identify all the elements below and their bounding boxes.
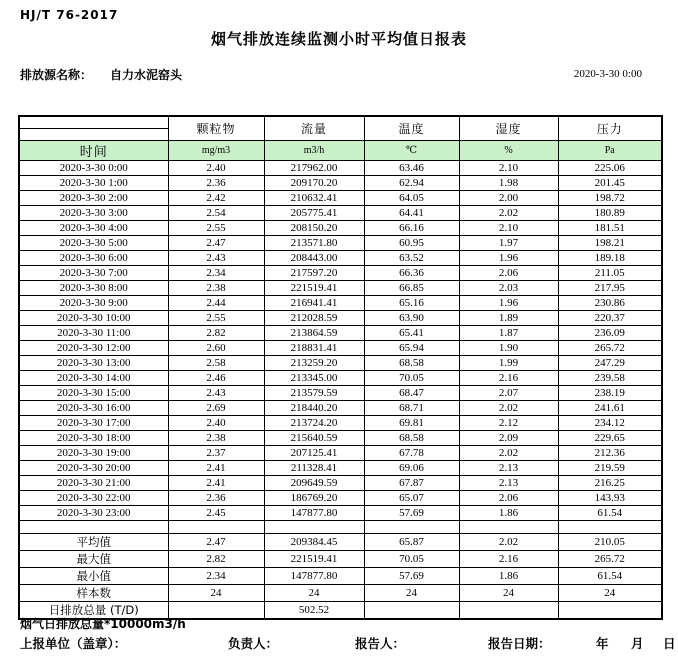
spacer-cell: [19, 521, 168, 534]
value-cell: 62.94: [364, 176, 459, 191]
value-cell: 1.89: [459, 311, 558, 326]
value-cell: 208443.00: [264, 251, 364, 266]
value-cell: [168, 521, 264, 534]
value-cell: 208150.20: [264, 221, 364, 236]
value-cell: 217962.00: [264, 161, 364, 176]
time-cell: 2020-3-30 0:00: [19, 161, 168, 176]
signature-line: [0, 634, 678, 650]
value-cell: 2.34: [168, 266, 264, 281]
value-cell: 2.55: [168, 311, 264, 326]
value-cell: 247.29: [558, 356, 662, 371]
report-table: [18, 115, 663, 620]
value-cell: 2.37: [168, 446, 264, 461]
value-cell: 213579.59: [264, 386, 364, 401]
column-header-flow: 流量: [264, 116, 364, 141]
year-label: 年: [596, 636, 609, 651]
value-cell: 2.60: [168, 341, 264, 356]
value-cell: 2.06: [459, 266, 558, 281]
value-cell: 65.16: [364, 296, 459, 311]
value-cell: 66.16: [364, 221, 459, 236]
value-cell: 57.69: [364, 568, 459, 585]
value-cell: 210.05: [558, 534, 662, 551]
value-cell: 212028.59: [264, 311, 364, 326]
value-cell: 1.86: [459, 568, 558, 585]
report-date-label: 报告日期：: [488, 636, 551, 651]
time-cell: 2020-3-30 19:00: [19, 446, 168, 461]
value-cell: 143.93: [558, 491, 662, 506]
value-cell: 2.45: [168, 506, 264, 521]
time-cell: 2020-3-30 8:00: [19, 281, 168, 296]
table-row: [19, 446, 662, 461]
value-cell: 229.65: [558, 431, 662, 446]
value-cell: 201.45: [558, 176, 662, 191]
value-cell: 2.41: [168, 476, 264, 491]
value-cell: 2.47: [168, 236, 264, 251]
value-cell: 2.02: [459, 401, 558, 416]
time-cell: 2020-3-30 13:00: [19, 356, 168, 371]
value-cell: 2.07: [459, 386, 558, 401]
value-cell: 2.13: [459, 476, 558, 491]
value-cell: 2.00: [459, 191, 558, 206]
table-row: [19, 326, 662, 341]
summary-row: [19, 551, 662, 568]
value-cell: 2.82: [168, 326, 264, 341]
day-label: 日: [663, 636, 676, 651]
value-cell: 225.06: [558, 161, 662, 176]
value-cell: 210632.41: [264, 191, 364, 206]
value-cell: 1.86: [459, 506, 558, 521]
responsible-person-label: 负责人：: [228, 636, 279, 651]
value-cell: 60.95: [364, 236, 459, 251]
table-row: [19, 176, 662, 191]
value-cell: 2.40: [168, 161, 264, 176]
value-cell: 213571.80: [264, 236, 364, 251]
unit-particulate: mg/m3: [168, 141, 264, 161]
time-cell: 2020-3-30 17:00: [19, 416, 168, 431]
value-cell: 65.07: [364, 491, 459, 506]
value-cell: 1.97: [459, 236, 558, 251]
value-cell: 2.02: [459, 446, 558, 461]
table-row: [19, 341, 662, 356]
value-cell: 502.52: [264, 602, 364, 620]
table-row: [19, 161, 662, 176]
reporting-unit-label: 上报单位（盖章）：: [20, 636, 127, 651]
value-cell: 2.47: [168, 534, 264, 551]
value-cell: 61.54: [558, 568, 662, 585]
table-row: [19, 416, 662, 431]
time-cell: 2020-3-30 6:00: [19, 251, 168, 266]
value-cell: 67.78: [364, 446, 459, 461]
month-label: 月: [631, 636, 644, 651]
value-cell: [558, 602, 662, 620]
value-cell: 212.36: [558, 446, 662, 461]
value-cell: 68.58: [364, 356, 459, 371]
value-cell: [264, 521, 364, 534]
page-title: 烟气排放连续监测小时平均值日报表: [210, 30, 467, 48]
value-cell: 209170.20: [264, 176, 364, 191]
value-cell: 2.34: [168, 568, 264, 585]
value-cell: 66.85: [364, 281, 459, 296]
value-cell: 1.96: [459, 251, 558, 266]
corner-cell-top: [19, 116, 168, 129]
value-cell: 186769.20: [264, 491, 364, 506]
value-cell: 213259.20: [264, 356, 364, 371]
value-cell: 205775.41: [264, 206, 364, 221]
table-row: [19, 461, 662, 476]
value-cell: 24: [264, 585, 364, 602]
units-row: [19, 141, 662, 161]
value-cell: 2.38: [168, 431, 264, 446]
value-cell: 64.41: [364, 206, 459, 221]
standard-number: HJ/T 76-2017: [20, 8, 119, 22]
column-header-temperature: 温度: [364, 116, 459, 141]
value-cell: 69.81: [364, 416, 459, 431]
time-cell: 2020-3-30 4:00: [19, 221, 168, 236]
time-cell: 2020-3-30 15:00: [19, 386, 168, 401]
time-cell: 2020-3-30 2:00: [19, 191, 168, 206]
reporter-label: 报告人：: [355, 636, 406, 651]
value-cell: 218440.20: [264, 401, 364, 416]
time-cell: 2020-3-30 10:00: [19, 311, 168, 326]
value-cell: 209384.45: [264, 534, 364, 551]
table-row: [19, 251, 662, 266]
table-body: [19, 161, 662, 620]
value-cell: 2.55: [168, 221, 264, 236]
value-cell: 2.06: [459, 491, 558, 506]
summary-row: [19, 568, 662, 585]
value-cell: 217597.20: [264, 266, 364, 281]
value-cell: 66.36: [364, 266, 459, 281]
value-cell: 217.95: [558, 281, 662, 296]
summary-label: 最小值: [19, 568, 168, 585]
value-cell: 24: [459, 585, 558, 602]
value-cell: 57.69: [364, 506, 459, 521]
table-row: [19, 191, 662, 206]
emission-source-line: [20, 66, 182, 83]
value-cell: 68.47: [364, 386, 459, 401]
value-cell: 70.05: [364, 371, 459, 386]
value-cell: 241.61: [558, 401, 662, 416]
value-cell: 2.36: [168, 491, 264, 506]
value-cell: 1.98: [459, 176, 558, 191]
value-cell: 236.09: [558, 326, 662, 341]
value-cell: 181.51: [558, 221, 662, 236]
time-cell: 2020-3-30 23:00: [19, 506, 168, 521]
table-row: [19, 521, 662, 534]
value-cell: 2.43: [168, 386, 264, 401]
value-cell: 2.16: [459, 371, 558, 386]
value-cell: 234.12: [558, 416, 662, 431]
value-cell: 2.09: [459, 431, 558, 446]
summary-row: [19, 585, 662, 602]
value-cell: 220.37: [558, 311, 662, 326]
report-datetime: 2020-3-30 0:00: [573, 68, 642, 80]
value-cell: 2.13: [459, 461, 558, 476]
value-cell: 147877.80: [264, 568, 364, 585]
value-cell: 2.16: [459, 551, 558, 568]
value-cell: 65.87: [364, 534, 459, 551]
time-cell: 2020-3-30 12:00: [19, 341, 168, 356]
value-cell: 221519.41: [264, 551, 364, 568]
unit-temperature: ℃: [364, 141, 459, 161]
value-cell: 65.41: [364, 326, 459, 341]
value-cell: 216941.41: [264, 296, 364, 311]
time-cell: 2020-3-30 11:00: [19, 326, 168, 341]
value-cell: 2.41: [168, 461, 264, 476]
value-cell: 67.87: [364, 476, 459, 491]
value-cell: 2.42: [168, 191, 264, 206]
table-row: [19, 236, 662, 251]
value-cell: 211.05: [558, 266, 662, 281]
value-cell: 1.99: [459, 356, 558, 371]
value-cell: 2.02: [459, 206, 558, 221]
value-cell: 2.12: [459, 416, 558, 431]
value-cell: 70.05: [364, 551, 459, 568]
emission-source-name: 自力水泥窑头: [110, 68, 183, 82]
value-cell: 2.10: [459, 221, 558, 236]
value-cell: 24: [364, 585, 459, 602]
table-row: [19, 356, 662, 371]
value-cell: [459, 602, 558, 620]
value-cell: 239.58: [558, 371, 662, 386]
value-cell: 68.58: [364, 431, 459, 446]
value-cell: 2.38: [168, 281, 264, 296]
time-cell: 2020-3-30 21:00: [19, 476, 168, 491]
value-cell: 2.40: [168, 416, 264, 431]
emission-source-label: 排放源名称：: [20, 68, 93, 82]
time-cell: 2020-3-30 5:00: [19, 236, 168, 251]
footer-note: 烟气日排放总量*10000m3/h: [20, 617, 186, 631]
value-cell: 218831.41: [264, 341, 364, 356]
corner-cell-bottom: [19, 129, 168, 141]
value-cell: 2.10: [459, 161, 558, 176]
value-cell: 2.54: [168, 206, 264, 221]
table-row: [19, 506, 662, 521]
value-cell: 211328.41: [264, 461, 364, 476]
value-cell: 198.72: [558, 191, 662, 206]
value-cell: 61.54: [558, 506, 662, 521]
value-cell: 69.06: [364, 461, 459, 476]
table-row: [19, 266, 662, 281]
value-cell: 63.52: [364, 251, 459, 266]
time-cell: 2020-3-30 20:00: [19, 461, 168, 476]
value-cell: 265.72: [558, 341, 662, 356]
unit-humidity: %: [459, 141, 558, 161]
value-cell: 238.19: [558, 386, 662, 401]
column-header-pressure: 压力: [558, 116, 662, 141]
unit-pressure: Pa: [558, 141, 662, 161]
table-row: [19, 281, 662, 296]
summary-label: 样本数: [19, 585, 168, 602]
value-cell: 2.82: [168, 551, 264, 568]
value-cell: 230.86: [558, 296, 662, 311]
unit-flow: m3/h: [264, 141, 364, 161]
summary-label: 最大值: [19, 551, 168, 568]
table-row: [19, 476, 662, 491]
time-cell: 2020-3-30 22:00: [19, 491, 168, 506]
time-column-header: 时间: [19, 141, 168, 161]
value-cell: 147877.80: [264, 506, 364, 521]
value-cell: 2.03: [459, 281, 558, 296]
value-cell: 213724.20: [264, 416, 364, 431]
summary-label: 日排放总量 (T/D): [19, 602, 168, 620]
table-row: [19, 296, 662, 311]
value-cell: 221519.41: [264, 281, 364, 296]
value-cell: 24: [558, 585, 662, 602]
value-cell: 68.71: [364, 401, 459, 416]
value-cell: 209649.59: [264, 476, 364, 491]
summary-label: 平均值: [19, 534, 168, 551]
value-cell: 2.44: [168, 296, 264, 311]
value-cell: 189.18: [558, 251, 662, 266]
value-cell: 2.43: [168, 251, 264, 266]
time-cell: 2020-3-30 1:00: [19, 176, 168, 191]
value-cell: 215640.59: [264, 431, 364, 446]
table-row: [19, 491, 662, 506]
value-cell: 180.89: [558, 206, 662, 221]
time-cell: 2020-3-30 16:00: [19, 401, 168, 416]
value-cell: [558, 521, 662, 534]
value-cell: 1.87: [459, 326, 558, 341]
time-cell: 2020-3-30 14:00: [19, 371, 168, 386]
column-header-humidity: 湿度: [459, 116, 558, 141]
value-cell: 207125.41: [264, 446, 364, 461]
table-row: [19, 386, 662, 401]
value-cell: 65.94: [364, 341, 459, 356]
column-header-particulate: 颗粒物: [168, 116, 264, 141]
value-cell: 63.46: [364, 161, 459, 176]
value-cell: 63.90: [364, 311, 459, 326]
value-cell: 2.46: [168, 371, 264, 386]
value-cell: 1.96: [459, 296, 558, 311]
value-cell: 2.02: [459, 534, 558, 551]
time-cell: 2020-3-30 18:00: [19, 431, 168, 446]
time-cell: 2020-3-30 7:00: [19, 266, 168, 281]
value-cell: 265.72: [558, 551, 662, 568]
table-row: [19, 311, 662, 326]
table-row: [19, 206, 662, 221]
table-row: [19, 221, 662, 236]
table-row: [19, 371, 662, 386]
value-cell: 2.58: [168, 356, 264, 371]
value-cell: [364, 521, 459, 534]
time-cell: 2020-3-30 3:00: [19, 206, 168, 221]
time-cell: 2020-3-30 9:00: [19, 296, 168, 311]
value-cell: 213864.59: [264, 326, 364, 341]
value-cell: [364, 602, 459, 620]
value-cell: 2.69: [168, 401, 264, 416]
value-cell: [459, 521, 558, 534]
header-row-top: [19, 116, 662, 129]
value-cell: 24: [168, 585, 264, 602]
value-cell: 219.59: [558, 461, 662, 476]
value-cell: 2.36: [168, 176, 264, 191]
value-cell: 1.90: [459, 341, 558, 356]
summary-row: [19, 534, 662, 551]
value-cell: 64.05: [364, 191, 459, 206]
value-cell: 198.21: [558, 236, 662, 251]
table-row: [19, 431, 662, 446]
value-cell: 213345.00: [264, 371, 364, 386]
table-row: [19, 401, 662, 416]
value-cell: 216.25: [558, 476, 662, 491]
